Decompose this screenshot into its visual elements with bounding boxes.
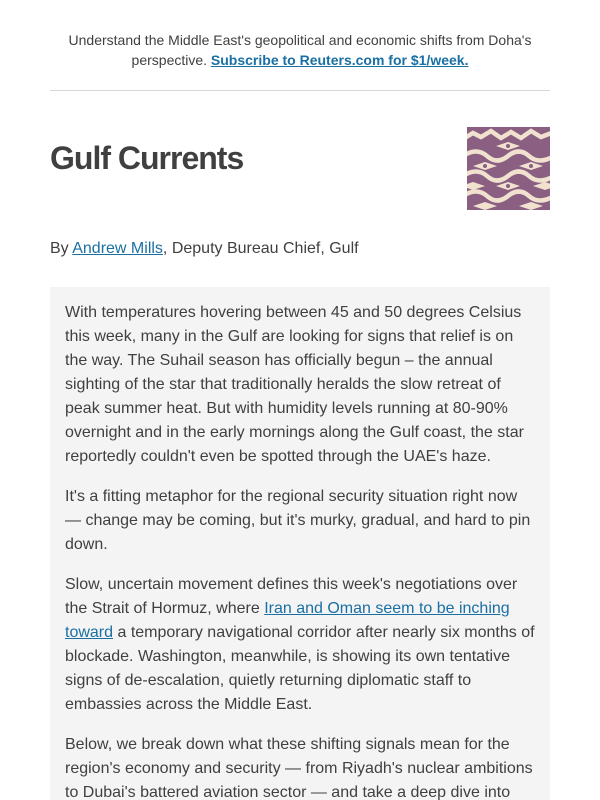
article-paragraph-3 [65,573,535,717]
wave-pattern-logo-icon [467,127,550,210]
article-body [50,287,550,800]
paragraph-3-text-end: a temporary navigational corridor after nearly six months of blockade. Washington, meanwhile, is showing its own tentative signs of de-escalation, quietly returning diplomatic staff to embassies across the Middle East. [65,624,535,713]
byline [50,239,359,259]
author-role: , Deputy Bureau Chief, Gulf [162,240,359,257]
article-paragraph-4: Below, we break down what these shifting signals mean for the region's economy and security — from Riyadh's nuclear ambitions to Dubai's battered aviation sector — and take a deep dive into [65,736,533,800]
subscribe-link[interactable]: Subscribe to Reuters.com for $1/week. [210,52,469,68]
byline-prefix: By [50,240,69,257]
iran-oman-link[interactable]: Iran and Oman seem to be inching toward [65,600,510,641]
author-link[interactable]: Andrew Mills [72,240,163,257]
article-paragraph-1: With temperatures hovering between 45 and 50 degrees Celsius this week, many in the Gulf are looking for signs that relief is on the way. The Suhail season has officially begun – the annual sighting of the star that traditionally heralds the slow retreat of peak summer heat. But with humidity levels running at 80-90% overnight and in the early mornings along the Gulf coast, the star reportedly couldn't even be spotted through the UAE's haze. [65,304,524,465]
paragraph-3-text-start: Slow, uncertain movement defines this week's negotiations over the Strait of Hormuz, where [65,576,518,617]
newsletter-title: Gulf Currents [50,140,244,176]
promo-text: Understand the Middle East's geopolitical and economic shifts from Doha's perspective. [68,32,532,68]
article-paragraph-2: It's a fitting metaphor for the regional security situation right now — change may be coming, but it's murky, gradual, and hard to pin down. [65,488,531,553]
header-divider [50,90,550,91]
promo-banner [50,30,550,70]
